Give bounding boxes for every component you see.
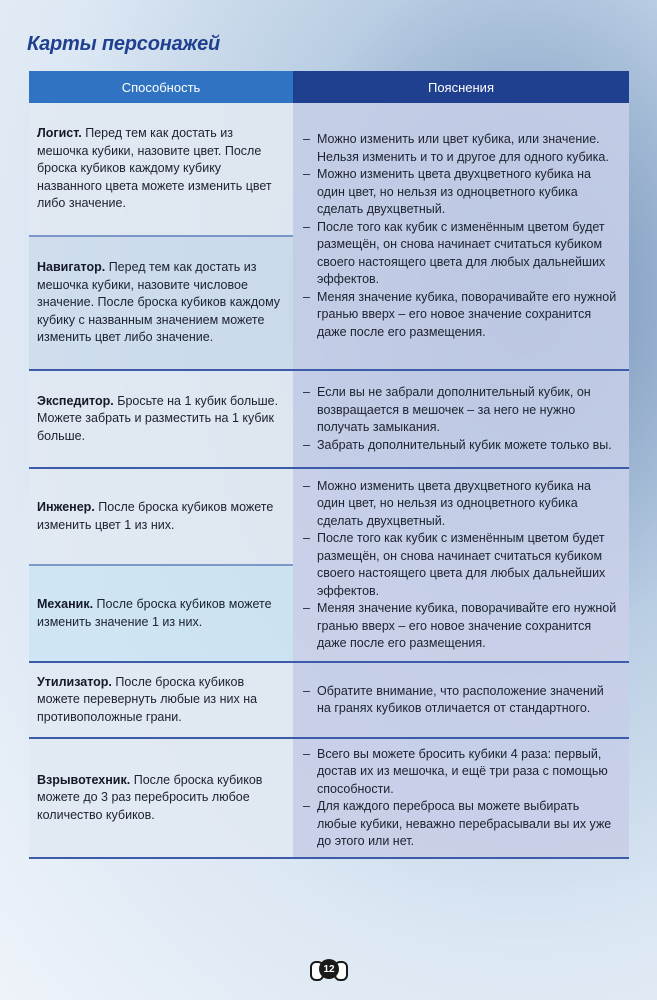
- ability-column: [29, 371, 293, 467]
- note-item: – Можно изменить или цвет кубика, или значение. Нельзя изменить и то и другое для одного кубика.: [303, 131, 617, 166]
- character-cards-table: [29, 71, 629, 859]
- notes-cell: [293, 469, 629, 661]
- ability-name: Механик.: [37, 597, 94, 611]
- note-item: – Можно изменить цвета двухцветного кубика на один цвет, но нельзя из одноцветного кубика сделать двухцветный.: [303, 478, 617, 531]
- table-row: [29, 663, 629, 739]
- ability-text: После броска кубиков можете изменить цвет 1 из них.: [37, 500, 274, 532]
- ability-cell-logist: [29, 103, 293, 235]
- notes-cell: [293, 663, 629, 737]
- ability-name: Утилизатор.: [37, 674, 112, 689]
- ability-text: После броска кубиков можете до 3 раз перебросить любое количество кубиков.: [37, 772, 263, 822]
- note-item: – Можно изменить цвета двухцветного кубика на один цвет, но нельзя из одноцветного кубика сделать двухцветный.: [303, 166, 617, 219]
- page-number: 12: [319, 959, 339, 979]
- ability-cell-utilizer: [29, 663, 293, 737]
- table-row: [29, 371, 629, 469]
- note-item: – Забрать дополнительный кубик можете только вы.: [303, 437, 617, 455]
- ability-name: Логист.: [37, 126, 82, 141]
- ability-name: Экспедитор.: [37, 393, 114, 408]
- ability-name: Взрывотехник.: [37, 772, 131, 787]
- ability-text: После броска кубиков можете изменить значение 1 из них.: [37, 597, 272, 629]
- table-row: [29, 103, 629, 371]
- note-item: – Меняя значение кубика, поворачивайте его нужной гранью вверх – его новое значение сохранится даже после его размещения.: [303, 600, 617, 653]
- page-title: Карты персонажей: [27, 33, 221, 55]
- notes-cell: [293, 103, 629, 369]
- ability-text: Перед тем как достать из мешочка кубики, назовите цвет. После броска кубиков каждому кубику названного цвета можете изменить цвет либо значение.: [37, 126, 272, 211]
- ability-column: [29, 469, 293, 661]
- table-row: [29, 469, 629, 663]
- ability-cell-expeditor: [29, 371, 293, 467]
- ability-cell-engineer: [29, 469, 293, 564]
- ability-column: [29, 663, 293, 737]
- ability-text: Перед тем как достать из мешочка кубики, назовите числовое значение. После броска кубиков каждому кубику с названным значением можете изменить цвет либо значение.: [37, 260, 281, 345]
- note-item: – Если вы не забрали дополнительный кубик, он возвращается в мешочек – за него не нужно получать замыкания.: [303, 384, 617, 437]
- note-item: – После того как кубик с изменённым цветом будет размещён, он снова начинает считаться кубиком своего настоящего цвета для любых дальнейших эффектов.: [303, 530, 617, 600]
- header-notes: Пояснения: [293, 71, 629, 103]
- ability-cell-navigator: [29, 235, 293, 369]
- notes-cell: [293, 371, 629, 467]
- header-ability: Способность: [29, 71, 293, 103]
- notes-cell: [293, 739, 629, 857]
- ability-text: Бросьте на 1 кубик больше. Можете забрать и разместить на 1 кубик больше.: [37, 393, 279, 443]
- ability-cell-demolitionist: [29, 739, 293, 857]
- note-item: – Всего вы можете бросить кубики 4 раза: первый, достав их из мешочка, и ещё три раза с помощью способности.: [303, 746, 617, 799]
- ability-column: [29, 103, 293, 369]
- note-item: – Меняя значение кубика, поворачивайте его нужной гранью вверх – его новое значение сохранится даже после его размещения.: [303, 289, 617, 342]
- ability-name: Навигатор.: [37, 260, 106, 275]
- note-item: – Для каждого переброса вы можете выбирать любые кубики, неважно перебрасывали вы их уже до этого или нет.: [303, 798, 617, 851]
- ability-cell-mechanic: [29, 564, 293, 661]
- ability-name: Инженер.: [37, 500, 95, 514]
- page-number-badge: [310, 955, 348, 983]
- table-row: [29, 739, 629, 859]
- ability-text: После броска кубиков можете перевернуть любые из них на противоположные грани.: [37, 674, 258, 724]
- note-item: – После того как кубик с изменённым цветом будет размещён, он снова начинает считаться кубиком своего настоящего цвета для любых дальнейших эффектов.: [303, 219, 617, 289]
- note-item: – Обратите внимание, что расположение значений на гранях кубиков отличается от стандартного.: [303, 683, 617, 718]
- ability-column: [29, 739, 293, 857]
- table-header: [29, 71, 629, 103]
